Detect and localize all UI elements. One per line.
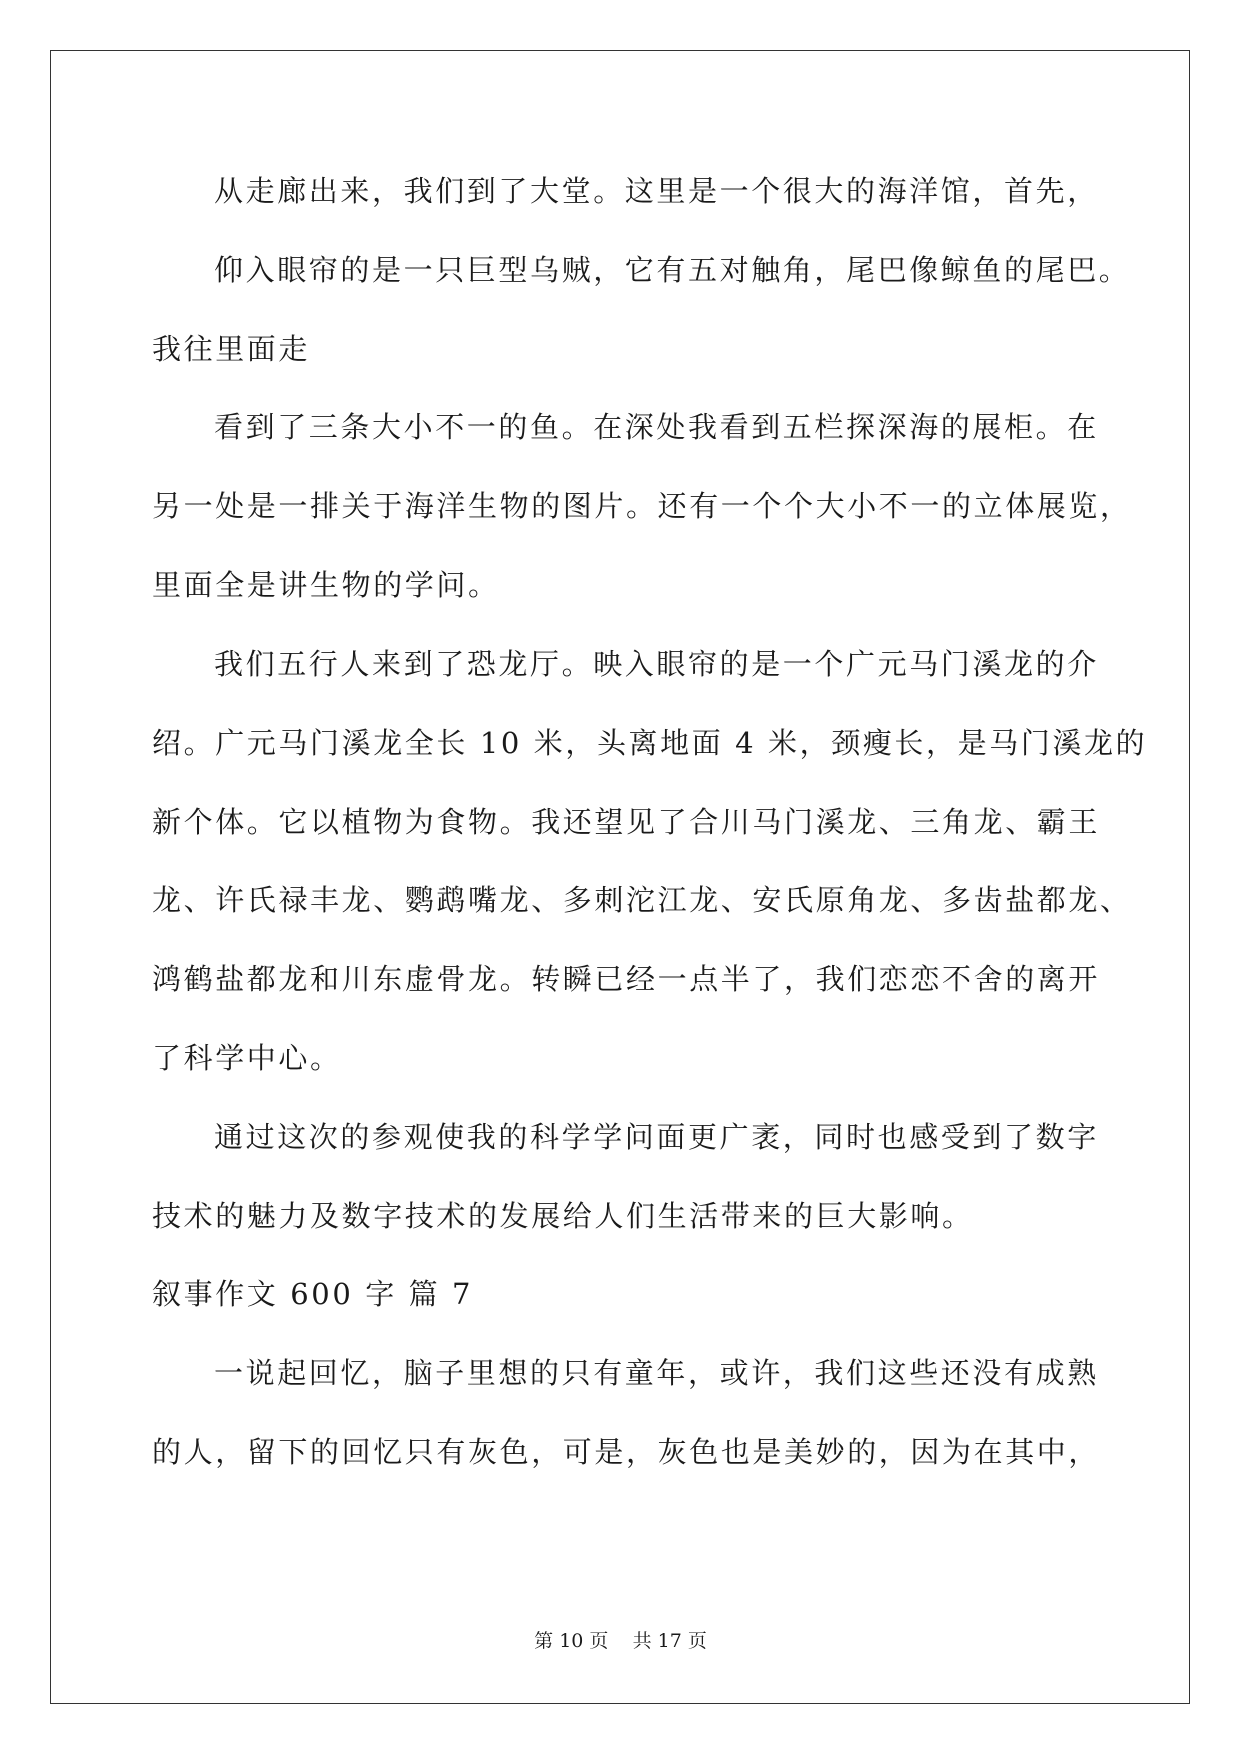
paragraph-line: 我往里面走: [152, 332, 311, 366]
paragraph-line: 了科学中心。: [152, 1041, 342, 1075]
paragraph-line: 通过这次的参观使我的科学学问面更广袤，同时也感受到了数字: [214, 1120, 1099, 1154]
paragraph-line: 里面全是讲生物的学问。: [152, 568, 500, 602]
paragraph-line: 从走廊出来，我们到了大堂。这里是一个很大的海洋馆，首先，: [214, 174, 1099, 208]
paragraph-line: 新个体。它以植物为食物。我还望见了合川马门溪龙、三角龙、霸王: [152, 805, 1101, 839]
paragraph-line: 鸿鹤盐都龙和川东虚骨龙。转瞬已经一点半了，我们恋恋不舍的离开: [152, 962, 1101, 996]
paragraph-line: 仰入眼帘的是一只巨型乌贼，它有五对触角，尾巴像鲸鱼的尾巴。: [214, 253, 1131, 287]
paragraph-line: 我们五行人来到了恐龙厅。映入眼帘的是一个广元马门溪龙的介: [214, 647, 1099, 681]
page-footer: [0, 1629, 1241, 1653]
paragraph-line: 看到了三条大小不一的鱼。在深处我看到五栏探深海的展柜。在: [214, 410, 1099, 444]
section-heading: 叙事作文 600 字 篇 7: [152, 1277, 474, 1311]
page-number: 第 10 页 共 17 页: [534, 1630, 707, 1652]
paragraph-line: 龙、许氏禄丰龙、鹦鹉嘴龙、多刺沱江龙、安氏原角龙、多齿盐都龙、: [152, 883, 1132, 917]
paragraph-line: 的人，留下的回忆只有灰色，可是，灰色也是美妙的，因为在其中，: [152, 1435, 1101, 1469]
paragraph-line: 一说起回忆，脑子里想的只有童年，或许，我们这些还没有成熟: [214, 1356, 1099, 1390]
paragraph-line: 另一处是一排关于海洋生物的图片。还有一个个大小不一的立体展览，: [152, 489, 1132, 523]
paragraph-line: 绍。广元马门溪龙全长 10 米，头离地面 4 米，颈瘦长，是马门溪龙的: [152, 726, 1148, 760]
paragraph-line: 技术的魅力及数字技术的发展给人们生活带来的巨大影响。: [152, 1199, 974, 1233]
